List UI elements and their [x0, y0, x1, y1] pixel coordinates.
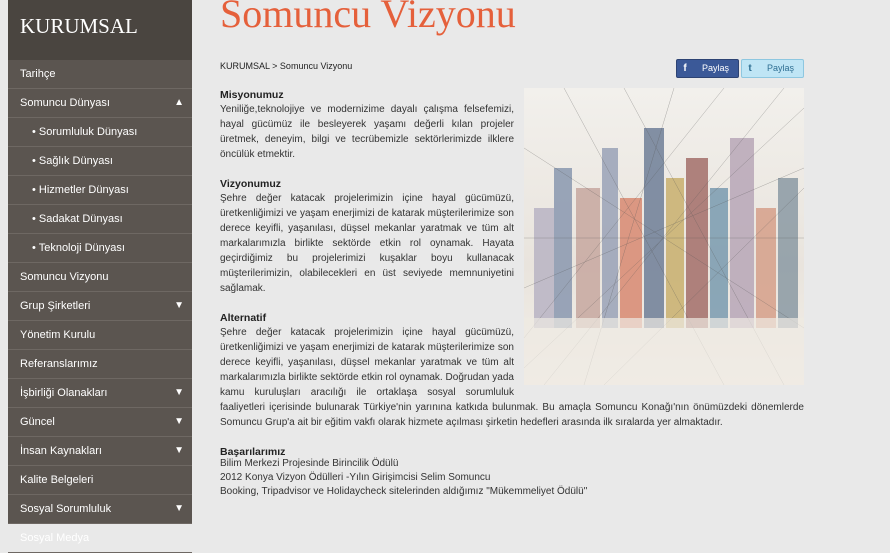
sidebar-item[interactable]	[8, 408, 192, 437]
mission-heading: Misyonumuz	[220, 89, 284, 101]
chevron-up-icon[interactable]: ▲	[174, 97, 184, 108]
sidebar-item-label: • Teknoloji Dünyası	[32, 242, 125, 254]
sidebar-item[interactable]	[8, 466, 192, 495]
article	[220, 88, 804, 499]
vision-text: Şehre değer katacak projelerimizin içine hayal gücümüzü, üretkenliğimizi ve yaşam enerjimizi de katarak müşterilerimize son derece keyifli, yaşanılası, düşsel mekanlar yaratmak ve tüm alt markalarımızla birlikte sektörde etkin rol oynamak. Hayata geçirdiğimiz bu projelerimizi kuşaklar boyu kullanacak müşterilerimizin, olabilecekleri en üst seviyede memnuniyetini sağlamak.	[220, 193, 514, 294]
chevron-down-icon[interactable]: ▼	[174, 416, 184, 427]
chevron-down-icon[interactable]: ▼	[174, 300, 184, 311]
sidebar-item[interactable]	[8, 234, 192, 263]
sidebar-item-label: Somuncu Dünyası	[20, 97, 110, 109]
sidebar-item[interactable]	[8, 292, 192, 321]
twitter-share-label: Paylaş	[766, 63, 794, 73]
vision-heading: Vizyonumuz	[220, 178, 282, 190]
chevron-down-icon[interactable]: ▼	[174, 445, 184, 456]
twitter-icon: t	[748, 63, 752, 74]
achievement-item: Bilim Merkezi Projesinde Birincilik Ödülü	[220, 458, 399, 469]
sidebar-item[interactable]	[8, 205, 192, 234]
sidebar-item[interactable]	[8, 147, 192, 176]
facebook-share-button[interactable]	[676, 59, 739, 78]
sidebar-item-label: Somuncu Vizyonu	[20, 271, 109, 283]
achievement-item: 2012 Konya Vizyon Ödülleri -Yılın Girişimcisi Selim Somuncu	[220, 472, 491, 483]
page-title: Somuncu Vizyonu	[220, 0, 516, 36]
sidebar-item-label: • Hizmetler Dünyası	[32, 184, 129, 196]
sidebar-item-label: İşbirliği Olanakları	[20, 387, 108, 399]
alternative-heading: Alternatif	[220, 312, 267, 324]
sidebar-item-label: Referanslarımız	[20, 358, 98, 370]
sidebar-item[interactable]	[8, 495, 192, 524]
city-skyline-painting	[524, 88, 804, 385]
sidebar-item-label: • Sorumluluk Dünyası	[32, 126, 138, 138]
chevron-down-icon[interactable]: ▼	[174, 387, 184, 398]
sidebar-item[interactable]	[8, 263, 192, 292]
mission-text: Yeniliğe,teknolojiye ve modernizime dayalı çalışma felsefemizi, hayal gücümüz ile besleyerek yaşamı değerli kılan projeler üretmek, deneyim, bilgi ve tecrübemizle sektörlerimizde ilklere öncülük etmektir.	[220, 104, 514, 160]
sidebar-item-label: Kalite Belgeleri	[20, 474, 94, 486]
facebook-icon: f	[683, 63, 687, 74]
chevron-down-icon[interactable]: ▼	[174, 503, 184, 514]
sidebar-menu	[8, 60, 192, 553]
sidebar-item-label: • Sadakat Dünyası	[32, 213, 123, 225]
sidebar-item[interactable]	[8, 350, 192, 379]
achievements-heading: Başarılarımız	[220, 446, 286, 458]
sidebar-item-label: Sosyal Sorumluluk	[20, 503, 112, 515]
sidebar-item[interactable]	[8, 118, 192, 147]
achievements-list	[220, 457, 804, 499]
sidebar-item-label: İnsan Kaynakları	[20, 445, 102, 457]
sidebar-item-label: Güncel	[20, 416, 55, 428]
sidebar-item-label: Sosyal Medya	[20, 532, 90, 544]
facebook-share-label: Paylaş	[701, 63, 729, 73]
alternative-text: Şehre değer katacak projelerimizin içine hayal gücümüzü, üretkenliğimizi ve yaşam enerjimizi de katarak müşterilerimize son derece keyifli, yaşanılası, düşsel mekanlar yaratmak ve tüm alt markalarımızla birlikte sektörde etkin rol oynamak. Doğrudan yada kamu kuruluşları aracılığı ile ortaklaşa sosyal sorumluluk faaliyetleri içerisinde bulunarak Türkiye'nin yarınına katkıda bulunmak. Bu amaçla Somuncu Konağı'nın önümüzdeki dönemlerde Somuncu Grup'a ait bir eğitim vakfı olarak hizmete açılması şirketin hedefleri arasında ilk sıralarda yer almaktadır.	[220, 327, 804, 428]
sidebar-item-label: Grup Şirketleri	[20, 300, 91, 312]
sidebar	[8, 0, 192, 544]
sidebar-item[interactable]	[8, 176, 192, 205]
sidebar-item[interactable]	[8, 379, 192, 408]
sidebar-item[interactable]	[8, 89, 192, 118]
sidebar-item-label: Tarihçe	[20, 68, 56, 80]
main-content	[220, 0, 820, 523]
achievement-item: Booking, Tripadvisor ve Holidaycheck sitelerinden aldığımız "Mükemmeliyet Ödülü"	[220, 486, 588, 497]
sidebar-item-label: Yönetim Kurulu	[20, 329, 96, 341]
sidebar-item-label: • Sağlık Dünyası	[32, 155, 113, 167]
sidebar-item[interactable]	[8, 524, 192, 553]
sidebar-item[interactable]	[8, 437, 192, 466]
sidebar-item[interactable]	[8, 321, 192, 350]
sidebar-item[interactable]	[8, 60, 192, 89]
sidebar-header: KURUMSAL	[8, 0, 192, 60]
twitter-share-button[interactable]	[741, 59, 804, 78]
breadcrumb[interactable]: KURUMSAL > Somuncu Vizyonu	[220, 61, 353, 71]
